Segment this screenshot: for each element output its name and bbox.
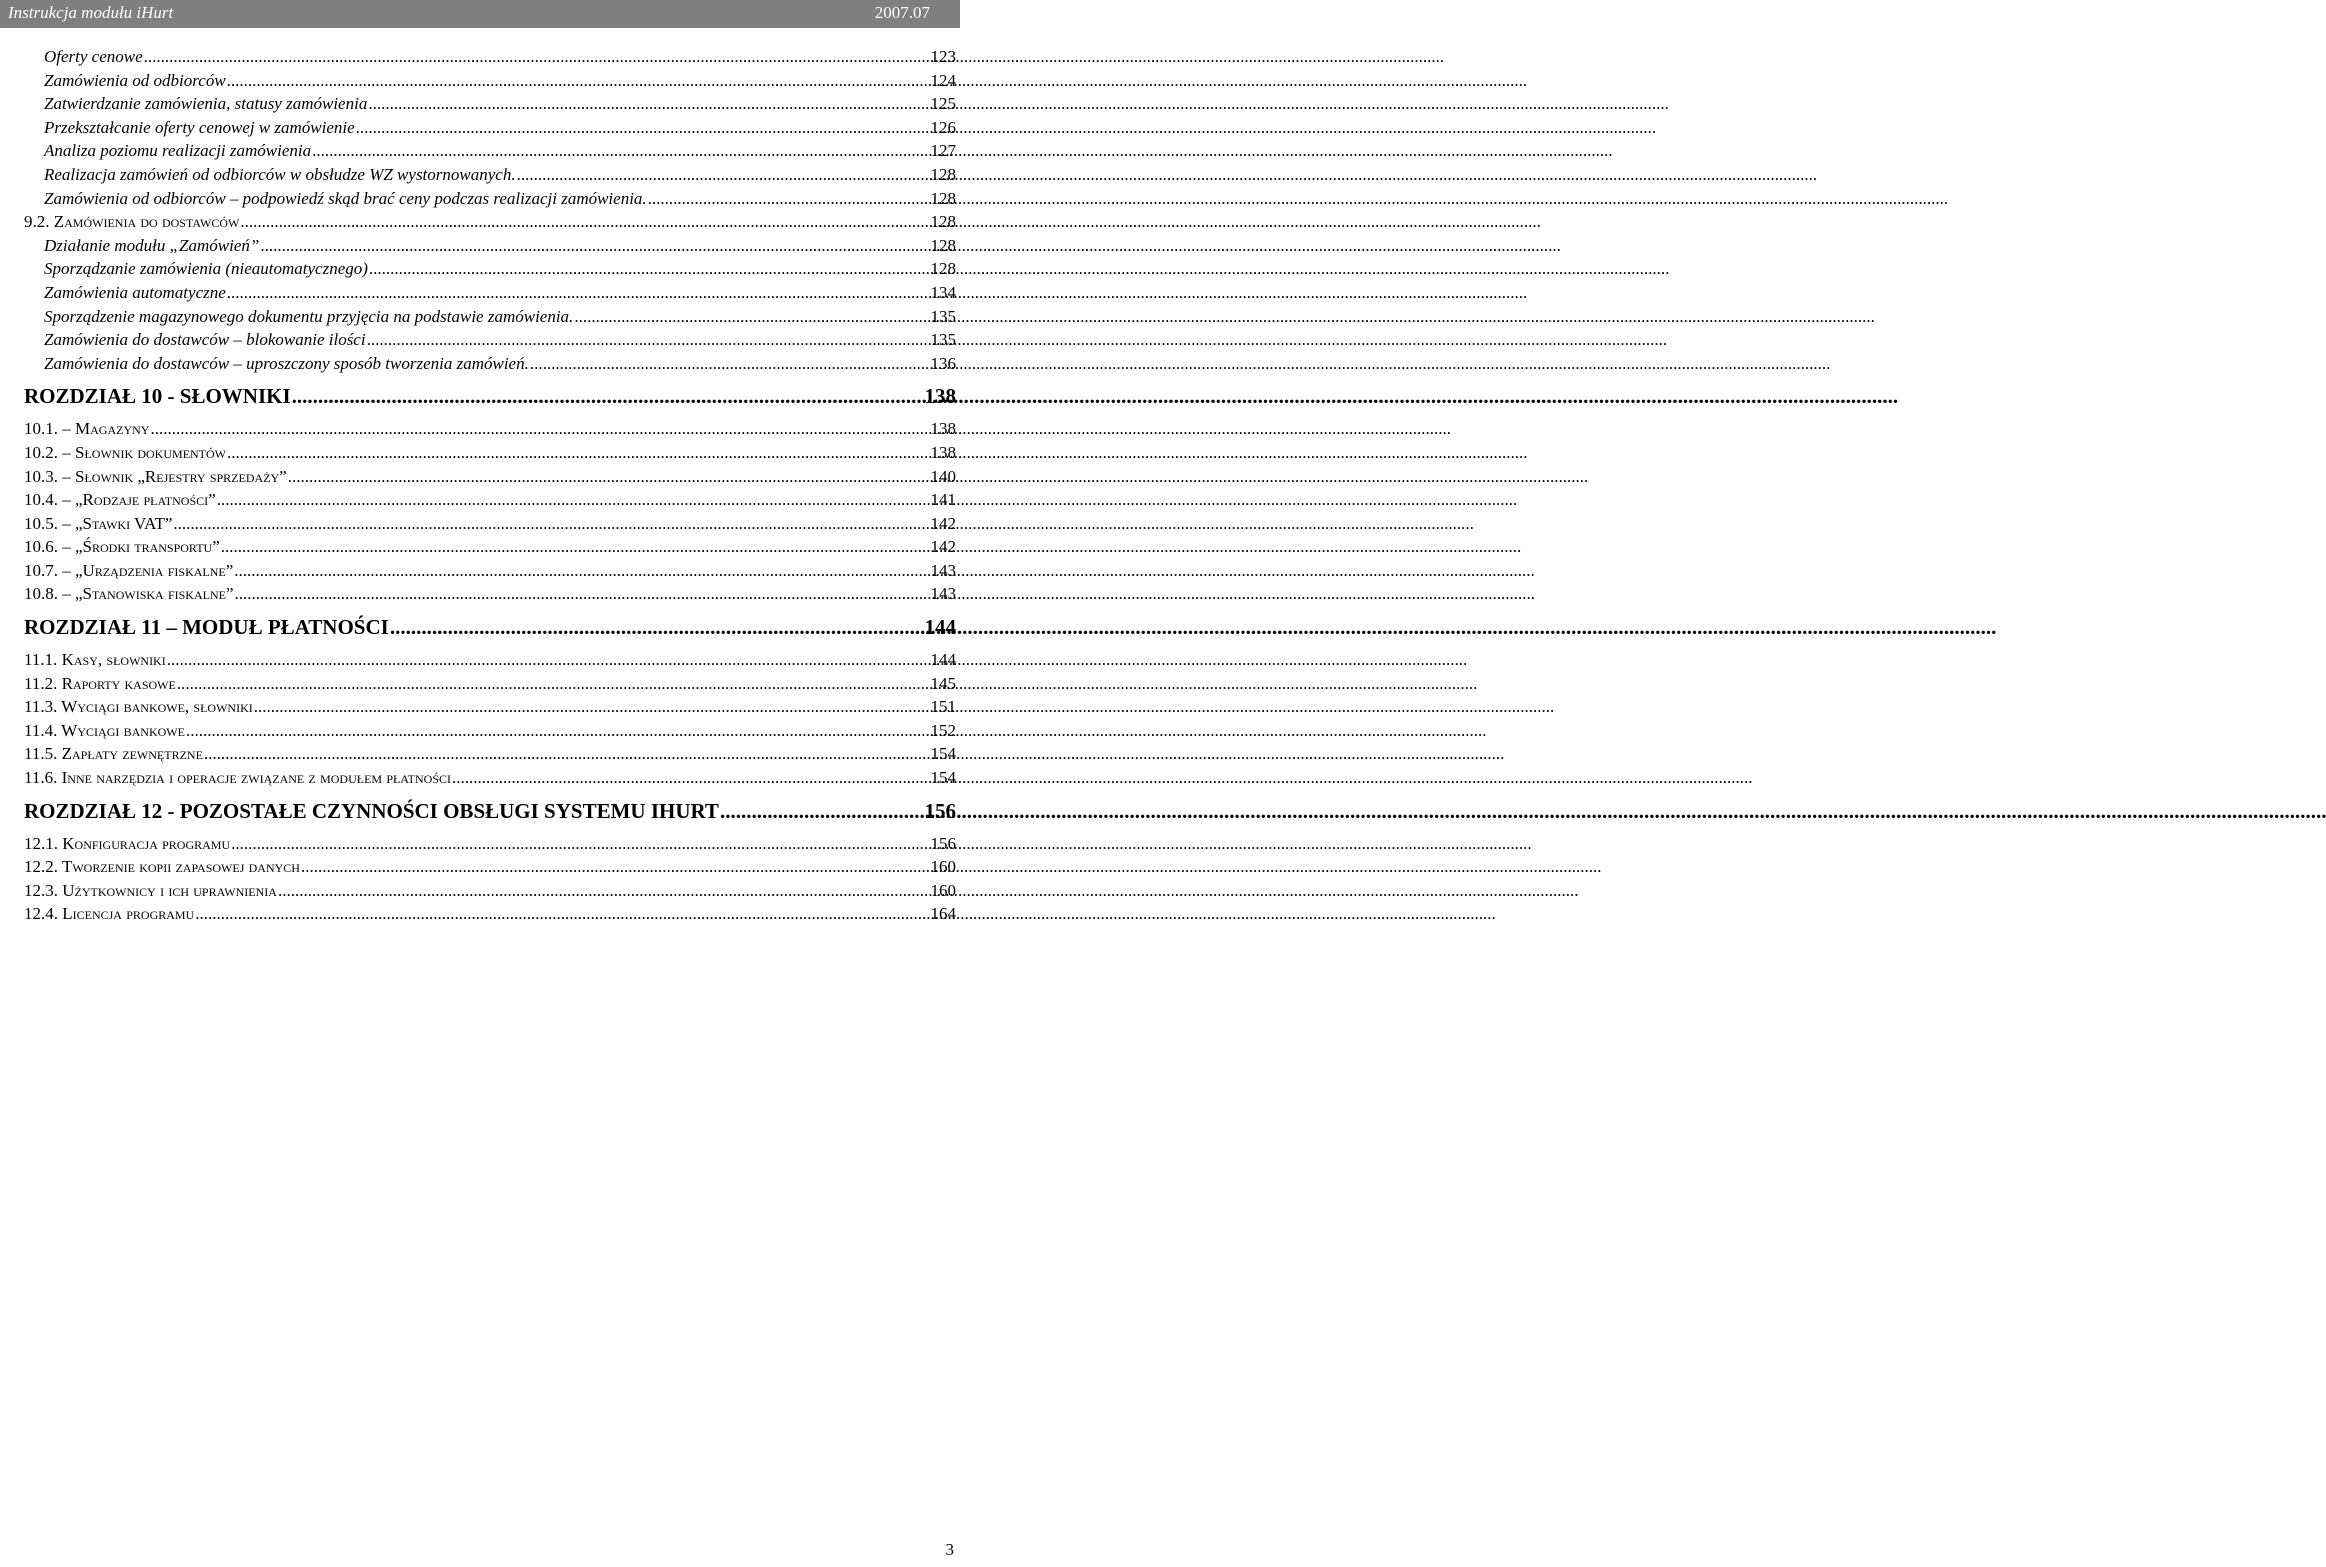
dot-leader: [204, 742, 930, 766]
toc-entry[interactable]: [44, 139, 956, 163]
dot-leader: [240, 210, 929, 234]
dot-leader: [173, 512, 929, 536]
dot-leader: [292, 381, 924, 411]
dot-leader: [574, 305, 929, 329]
toc-entry[interactable]: [24, 832, 956, 856]
toc-entry[interactable]: [24, 855, 956, 879]
toc-entry-page: 141: [930, 490, 956, 510]
toc-entry-title: 11.1. Kasy, słowniki: [24, 650, 166, 670]
toc-entry-title: Sporządzanie zamówienia (nieautomatycznego): [44, 259, 368, 279]
toc-entry-page: 140: [930, 466, 956, 486]
dot-leader: [720, 796, 924, 826]
toc-entry[interactable]: [44, 257, 956, 281]
toc-entry-title: 10.3. – Słownik „Rejestry sprzedaży”: [24, 466, 287, 486]
toc-entry[interactable]: [24, 488, 956, 512]
toc-entry-title: Sporządzenie magazynowego dokumentu przyjęcia na podstawie zamówienia.: [44, 306, 574, 326]
dot-leader: [260, 234, 929, 258]
toc-entry[interactable]: [24, 672, 956, 696]
document-title: Instrukcja modułu iHurt: [8, 3, 174, 22]
dot-leader: [221, 535, 930, 559]
toc-entry[interactable]: [44, 45, 956, 69]
toc-entry-page: 138: [930, 419, 956, 439]
dot-leader: [278, 879, 930, 903]
dot-leader: [186, 719, 930, 743]
toc-entry-title: Oferty cenowe: [44, 47, 143, 66]
toc-entry[interactable]: [24, 796, 956, 826]
dot-leader: [254, 695, 930, 719]
dot-leader: [648, 187, 930, 211]
toc-entry-title: 10.8. – „Stanowiska fiskalne”: [24, 584, 234, 604]
toc-entry-page: 126: [930, 117, 956, 137]
toc-entry-title: 10.5. – „Stawki VAT”: [24, 513, 173, 533]
dot-leader: [235, 582, 930, 606]
toc-entry-title: 11.2. Raporty kasowe: [24, 673, 176, 693]
toc-entry-page: 164: [930, 904, 956, 924]
toc-entry-title: 10.2. – Słownik dokumentów: [24, 442, 227, 462]
toc-entry-page: 156: [924, 798, 956, 823]
toc-entry[interactable]: [24, 612, 956, 642]
toc-entry-page: 144: [930, 650, 956, 670]
toc-entry[interactable]: [44, 305, 956, 329]
toc-entry[interactable]: [24, 879, 956, 903]
toc-entry[interactable]: [24, 417, 956, 441]
toc-entry[interactable]: [24, 512, 956, 536]
toc-entry[interactable]: [24, 381, 956, 411]
toc-entry[interactable]: [24, 742, 956, 766]
toc-entry-title: 11.6. Inne narzędzia i operacje związane z modułem płatności: [24, 768, 452, 788]
toc-entry-page: 125: [930, 94, 956, 114]
page-number: 3: [945, 1540, 954, 1559]
toc-entry-title: 11.5. Zapłaty zewnętrzne: [24, 744, 203, 764]
toc-entry-page: 128: [930, 235, 956, 255]
dot-leader: [217, 488, 930, 512]
toc-entry-page: 127: [930, 141, 956, 161]
toc-entry-title: 10.6. – „Środki transportu”: [24, 537, 220, 557]
toc-entry-title: ROZDZIAŁ 11 – MODUŁ PŁATNOŚCI: [24, 615, 389, 640]
toc-entry-page: 152: [930, 720, 956, 740]
toc-entry-page: 136: [930, 353, 956, 373]
dot-leader: [301, 855, 930, 879]
toc-entry-title: 12.1. Konfiguracja programu: [24, 833, 231, 853]
toc-entry[interactable]: [44, 328, 956, 352]
toc-entry[interactable]: [24, 535, 956, 559]
toc-entry[interactable]: [44, 69, 956, 93]
toc-entry-page: 144: [924, 615, 956, 640]
toc-entry-page: 138: [924, 384, 956, 409]
dot-leader: [367, 328, 930, 352]
dot-leader: [369, 257, 930, 281]
toc-entry-page: 138: [930, 442, 956, 462]
toc-entry[interactable]: [24, 441, 956, 465]
dot-leader: [167, 648, 930, 672]
toc-entry-title: Zamówienia do dostawców – uproszczony sposób tworzenia zamówień.: [44, 353, 529, 373]
toc-entry-page: 143: [930, 584, 956, 604]
toc-entry-title: 11.4. Wyciągi bankowe: [24, 720, 185, 740]
toc-entry-title: ROZDZIAŁ 10 - SŁOWNIKI: [24, 384, 291, 409]
toc-entry-page: 160: [930, 880, 956, 900]
toc-entry[interactable]: [44, 352, 956, 376]
toc-entry-title: 9.2. Zamówienia do dostawców: [24, 212, 240, 232]
dot-leader: [517, 163, 930, 187]
dot-leader: [312, 139, 929, 163]
toc-entry[interactable]: [44, 234, 956, 258]
toc-entry[interactable]: [24, 902, 956, 926]
toc-entry-title: Zamówienia od odbiorców: [44, 70, 226, 90]
toc-entry[interactable]: [24, 719, 956, 743]
toc-entry-page: 135: [930, 306, 956, 326]
toc-entry-page: 142: [930, 513, 956, 533]
toc-entry-page: 128: [930, 212, 956, 232]
toc-entry[interactable]: [44, 281, 956, 305]
toc-entry[interactable]: [24, 648, 956, 672]
toc-entry-title: 10.7. – „Urządzenia fiskalne”: [24, 560, 234, 580]
toc-entry[interactable]: [24, 582, 956, 606]
toc-entry[interactable]: [24, 766, 956, 790]
dot-leader: [452, 766, 929, 790]
toc-entry-title: Zamówienia automatyczne: [44, 282, 226, 302]
toc-entry-title: Zamówienia do dostawców – blokowanie ilości: [44, 330, 366, 350]
toc-entry[interactable]: [24, 210, 956, 234]
toc-entry-page: 156: [930, 833, 956, 853]
toc-entry-title: Przekształcanie oferty cenowej w zamówienie: [44, 117, 355, 137]
toc-entry-page: 128: [930, 164, 956, 184]
dot-leader: [231, 832, 929, 856]
dot-leader: [144, 45, 930, 69]
toc-entry-title: Zatwierdzanie zamówienia, statusy zamówienia: [44, 94, 368, 114]
toc-entry-page: 135: [930, 330, 956, 350]
toc-entry-title: Analiza poziomu realizacji zamówienia: [44, 141, 312, 161]
toc-entry[interactable]: [44, 116, 956, 140]
dot-leader: [227, 441, 929, 465]
toc-entry-title: Realizacja zamówień od odbiorców w obsłudze WZ wystornowanych.: [44, 164, 516, 184]
dot-leader: [288, 465, 930, 489]
toc-entry-title: Zamówienia od odbiorców – podpowiedź skąd brać ceny podczas realizacji zamówienia.: [44, 188, 647, 208]
toc-entry-page: 142: [930, 537, 956, 557]
dot-leader: [195, 902, 929, 926]
toc-entry-title: Działanie modułu „Zamówień”: [44, 235, 260, 255]
toc-entry-page: 160: [930, 857, 956, 877]
toc-entry-page: 123: [930, 47, 956, 66]
toc-entry-page: 143: [930, 560, 956, 580]
dot-leader: [234, 559, 929, 583]
document-version: 2007.07: [874, 3, 930, 22]
dot-leader: [390, 612, 924, 642]
dot-leader: [227, 281, 930, 305]
toc-entry-page: 145: [930, 673, 956, 693]
toc-entry-page: 151: [930, 697, 956, 717]
dot-leader: [530, 352, 930, 376]
dot-leader: [177, 672, 930, 696]
toc-entry-title: 11.3. Wyciągi bankowe, słowniki: [24, 697, 253, 717]
toc-entry-page: 154: [930, 768, 956, 788]
toc-entry-title: 10.1. – Magazyny: [24, 419, 150, 439]
toc-entry[interactable]: [24, 695, 956, 719]
dot-leader: [356, 116, 930, 140]
toc-entry-title: 12.2. Tworzenie kopii zapasowej danych: [24, 857, 300, 877]
toc-entry-title: 12.3. Użytkownicy i ich uprawnienia: [24, 880, 277, 900]
dot-leader: [150, 417, 929, 441]
table-of-contents: [24, 45, 956, 926]
toc-entry[interactable]: [44, 92, 956, 116]
toc-entry-page: 124: [930, 70, 956, 90]
toc-entry-title: 12.4. Licencja programu: [24, 904, 195, 924]
toc-entry[interactable]: [24, 559, 956, 583]
toc-entry-page: 128: [930, 188, 956, 208]
toc-entry[interactable]: [44, 163, 956, 187]
toc-entry-page: 154: [930, 744, 956, 764]
toc-entry-page: 134: [930, 282, 956, 302]
toc-entry-title: 10.4. – „Rodzaje płatności”: [24, 490, 216, 510]
toc-entry[interactable]: [24, 465, 956, 489]
dot-leader: [227, 69, 930, 93]
toc-entry[interactable]: [44, 187, 956, 211]
dot-leader: [368, 92, 929, 116]
toc-entry-title: ROZDZIAŁ 12 - POZOSTAŁE CZYNNOŚCI OBSŁUGI SYSTEMU IHURT: [24, 798, 719, 823]
toc-entry-page: 128: [930, 259, 956, 279]
page-header: [0, 0, 960, 28]
